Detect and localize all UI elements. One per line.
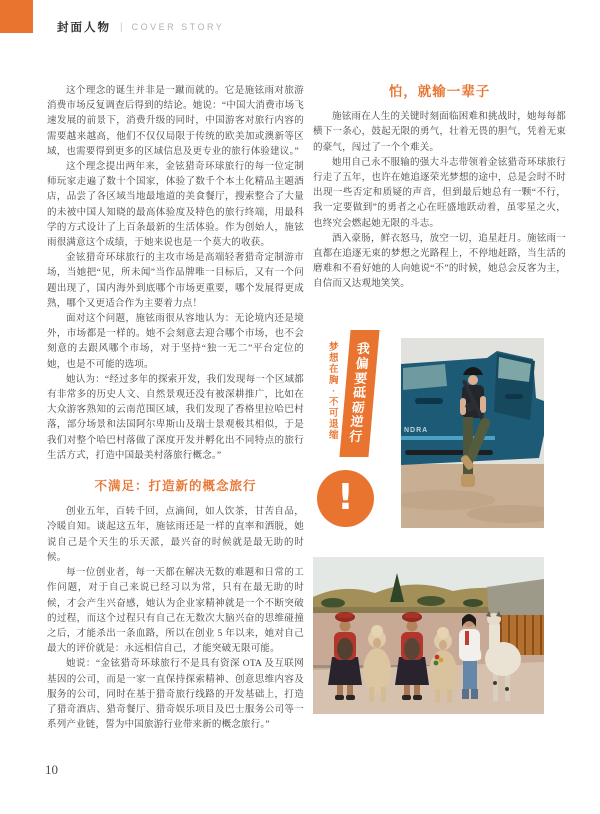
brand-logo-square [0, 0, 33, 33]
truck-badge-text: NDRA [404, 427, 429, 434]
photo-woman-truck [401, 338, 544, 528]
header-separator: | [120, 21, 123, 33]
section-heading-left: 不满足：打造新的概念旅行 [94, 479, 257, 494]
pull-quote-subtext: 梦想在胸·不可退缩 [329, 342, 339, 441]
body-paragraph: 她说：“金铉猎奇环球旅行不是具有资深 OTA 及互联网基因的公司，而是一家一直保持探索精神、创意思维内容及服务的公司，同时在基于猎奇旅行线路的开发基础上，打造了猎奇酒店、猎奇餐厅、猎奇娱乐项目及巴士服务公司等一系列产业链，誓为中国旅游行业带来新的概念旅行。” [47, 659, 304, 731]
photo-alpaca-illustration [313, 557, 544, 714]
body-paragraph: 这个理念提出两年来，金铉猎奇环球旅行的每一位定制师玩家走遍了数十个国家，体验了数千个本土化精品主题酒店，品尝了各区域当地最地道的美食餐厅，搜索整合了大量的未被中国人知晓的最高体验度及特色的旅行终端，用最科学的方式设计了上百条最新的生活体验。作为创始人，施铉雨很满意这个成绩，于她来说也是一个莫大的收获。 [47, 162, 304, 249]
exclamation-badge [317, 470, 374, 527]
page-number: 10 [45, 762, 58, 777]
body-paragraph: 面对这个问题，施铉雨很从容地认为：无论境内还是境外，市场都是一样的。她不会刻意去迎合哪个市场，也不会刻意的去跟风哪个市场，对于坚持“独一无二”平台定位的她，也是不可能的选项。 [47, 314, 304, 370]
body-paragraph: 这个理念的诞生并非是一蹴而就的。它是施铉雨对旅游消费市场反复调查后得到的结论。她说：“中国大消费市场飞速发展的前景下，消费升级的同时，中国游客对旅行内容的需要越来越高，他们不仅仅局限于传统的欧美加或澳新等区域，也需要得到更多的区域信息及更专业的旅行体验建议。” [47, 86, 304, 157]
body-paragraph: 她用自己永不服输的强大斗志带领着金铉猎奇环球旅行行走了五年，也许在她追逐荣光梦想的途中，总是会时不时出现一些否定和质疑的声音，但到最后她总有一颗“不行，我一定要做到”的勇者之心在旺盛地跃动着，虽零星之火，也终究会燃起她无限的斗志。 [313, 157, 566, 229]
body-paragraph: 创业五年，百转千回，点滴间，如人饮茶，甘苦自品，冷暖自知。谈起这五年，施铉雨还是一样的直率和洒脱，她说自己是个天生的乐天派，最兴奋的时候就是最无助的时候。 [47, 507, 304, 563]
section-title-cn: 封面人物 [57, 22, 111, 34]
body-paragraph: 每一位创业者，每一天都在解决无数的难题和日常的工作问题，对于自己来说已经习以为常，只有在最无助的时候，才会产生兴奋感，她认为企业家精神就是一个不断突破的过程，而这个过程只有自己在无数次大脑兴奋的思维碰撞之后，才能杀出一条血路，所以在创业 5 年以来，她对自己最大的评价就是：永远相信自己，才能突破无限可能。 [47, 568, 304, 655]
body-paragraph: 酒入豪肠，鲜衣怒马，放空一切，追星赶月。施铉雨一直都在追逐无束的梦想之光路程上，不停地赶路，当生活的磨难和不看好她的人向她说“不”的时候，她总会反客为主，自信而又达观地笑笑。 [313, 233, 566, 290]
photo-alpaca-group [313, 557, 544, 714]
pull-quote-main-text: 我偏要砥砺逆行 [348, 341, 371, 444]
body-paragraph: 她认为：“经过多年的探索开发，我们发现每一个区域都有非常多的历史人文、自然景观还没有被深耕推广，比如在大众游客熟知的云南范围区域，我们发现了香格里拉哈巴村落，部分场景和法国阿尔卑斯山及瑞士景观极其相似，于是我们对整个哈巴村落做了深度开发并孵化出不同特点的旅行生活方式，打造中国最美村落旅行概念。” [47, 374, 304, 461]
body-paragraph: 施铉雨在人生的关键时刻面临困难和挑战时，她每每都横下一条心，鼓起无限的勇气，壮着无畏的胆气，凭着无束的豪气，闯过了一个个难关。 [313, 112, 566, 153]
exclamation-mark: ! [337, 476, 354, 518]
body-paragraph: 金铉猎奇环球旅行的主攻市场是高端轻奢猎奇定制游市场，当她把“见，所未闻”当作品牌唯一目标后，又有一个问题出现了，国内海外到底哪个市场更重要，哪个发展得更成熟，哪个又更适合作为主要着力点！ [47, 253, 304, 309]
section-heading-right: 怕，就输一辈子 [388, 84, 491, 99]
section-title-en: COVER STORY [131, 22, 225, 32]
left-column [47, 84, 304, 733]
pull-quote-ribbon [339, 330, 379, 457]
page-header [57, 19, 224, 35]
photo-woman-truck-illustration [401, 338, 544, 528]
right-column [313, 84, 566, 293]
